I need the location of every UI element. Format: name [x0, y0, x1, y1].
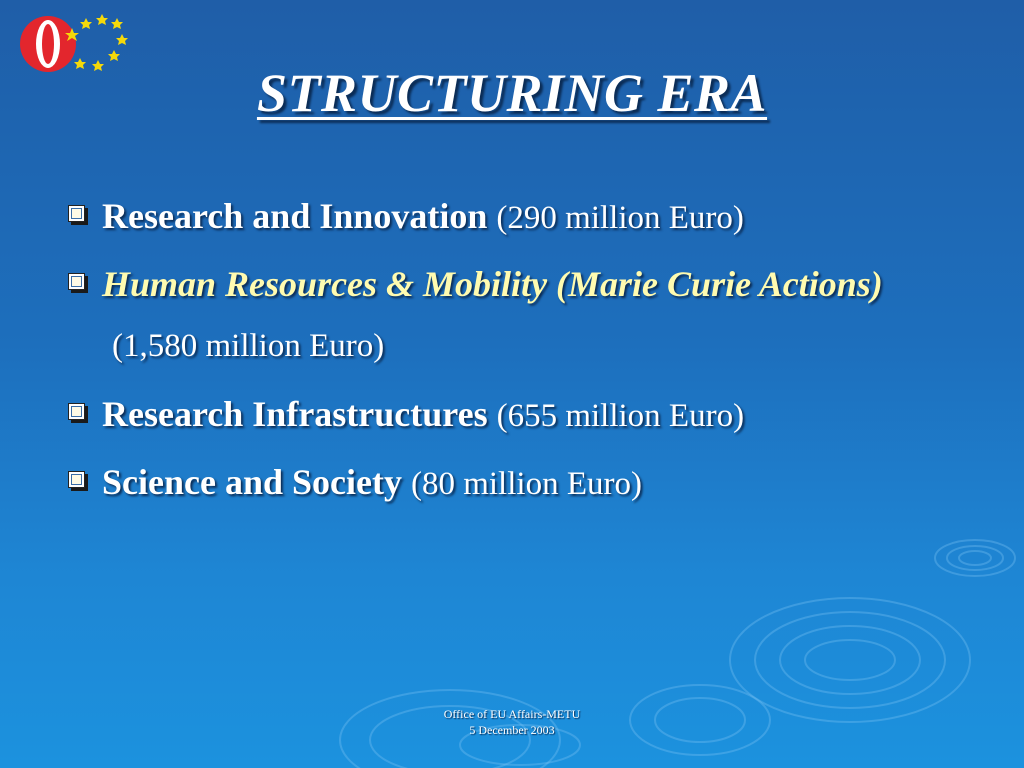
list-item-science-society	[62, 456, 982, 510]
item-amount: (655 million Euro)	[496, 398, 745, 434]
footer	[0, 706, 1024, 738]
human-resources-amount: (1,580 million Euro)	[112, 328, 385, 364]
checkbox-bullet-icon	[68, 471, 85, 488]
item-label: Research and Innovation	[102, 196, 488, 236]
footer-office: Office of EU Affairs-METU	[443, 707, 581, 721]
bullet-list	[62, 190, 982, 524]
footer-date: 5 December 2003	[469, 723, 555, 737]
item-label: Research Infrastructures	[102, 394, 488, 434]
slide-title: STRUCTURING ERA	[256, 63, 768, 123]
checkbox-bullet-icon	[68, 403, 85, 420]
item-label: Science and Society	[102, 462, 402, 502]
item-amount: (290 million Euro)	[496, 200, 744, 236]
item-amount: (80 million Euro)	[410, 466, 642, 502]
checkbox-bullet-icon	[68, 205, 85, 222]
list-item-human-resources	[62, 258, 982, 310]
item-label: Human Resources & Mobility (Marie Curie Actions)	[102, 264, 883, 304]
list-item-research-innovation	[62, 190, 982, 244]
list-item-research-infrastructures	[62, 388, 982, 442]
checkbox-bullet-icon	[68, 273, 85, 290]
